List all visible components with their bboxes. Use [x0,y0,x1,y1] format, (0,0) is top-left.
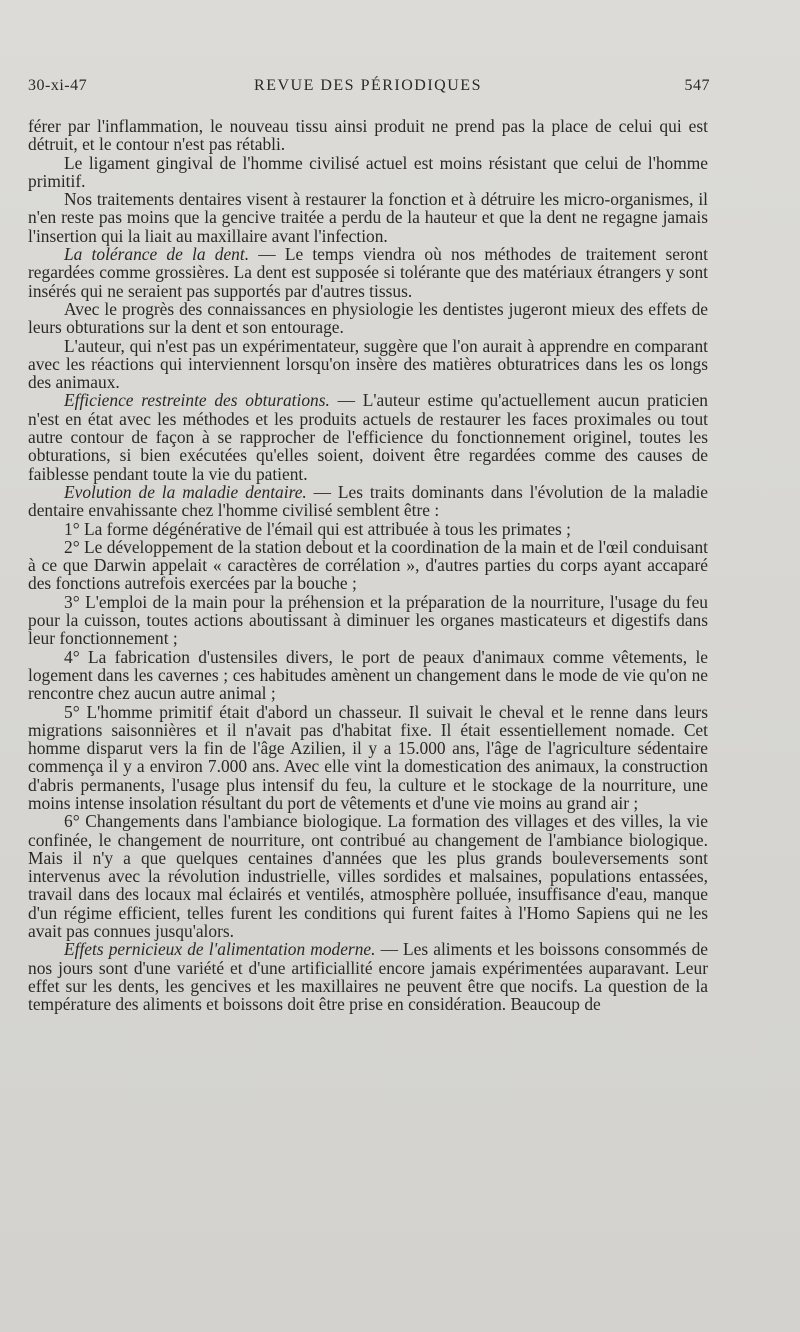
numbered-paragraph: 5° L'homme primitif était d'abord un chasseur. Il suivait le cheval et le renne dans leurs migrations saisonnières et il n'avait pas d'habitat fixe. Il était essentiellement nomade. Cet homme disparut vers la fin de l'âge Azilien, il y a 15.000 ans, l'âge de l'agriculture sédentaire commença il y a environ 7.000 ans. Avec elle vint la domestication des animaux, la construction d'abris permanents, l'usage plus intensif du feu, la culture et le stockage de la nourriture, une moins intense insolation résultant du port de vêtements et d'une vie moins au grand air ; [28,701,708,813]
header-date: 30-xi-47 [28,77,88,94]
section-heading: Efficience restreinte des obturations. [64,390,330,411]
header-journal-title: REVUE DES PÉRIODIQUES [254,77,482,94]
section-paragraph: Efficience restreinte des obturations. — L'auteur estime qu'actuellement aucun praticien n'est en état avec les méthodes et les produits actuels de restaurer les faces proximales ou tout autre contour de façon à se rapprocher de l'efficience du fonctionnement originel, toutes les obturations, si bien exécutées qu'elles soient, doivent être regardées comme des causes de faiblesse pendant toute la vie du patient. [28,390,708,484]
numbered-paragraph: 1° La forme dégénérative de l'émail qui est attribuée à tous les primates ; [64,518,571,539]
section-paragraph: La tolérance de la dent. — Le temps viendra où nos méthodes de traitement seront regardées comme grossières. La dent est supposée si tolérante que des matériaux étrangers y sont insérés qui ne seraient pas supportés par d'autres tissus. [28,244,708,301]
numbered-paragraph: 6° Changements dans l'ambiance biologique. La formation des villages et des villes, la vie confinée, le changement de nourriture, ont contribué au changement de l'ambiance biologique. Mais il n'y a que quelques centaines d'années que les plus grands bouleversements sont intervenus avec la révolution industrielle, villes sordides et malsaines, populations entassées, travail dans des locaux mal éclairés et ventilés, atmosphère polluée, insuffisance d'eau, manque d'un régime efficient, telles furent les conditions qui furent faites à l'Homo Sapiens qui ne les avait pas connues jusqu'alors. [28,811,708,942]
page-number: 547 [684,77,710,94]
numbered-paragraph: 2° Le développement de la station debout et la coordination de la main et de l'œil conduisant à ce que Darwin appelait « caractères de corrélation », d'autres parties du corps ayant accaparé des fonctions autrefois exercées par la bouche ; [28,536,708,594]
numbered-paragraph: 3° L'emploi de la main pour la préhension et la préparation de la nourriture, l'usage du feu pour la cuisson, toutes actions aboutissant à diminuer les organes masticateurs et digestifs dans leur fonctionnement ; [28,591,708,649]
section-heading: Evolution de la maladie dentaire. [64,481,307,502]
paragraph: Nos traitements dentaires visent à restaurer la fonction et à détruire les micro-organismes, il n'en reste pas moins que la gencive traitée a perdu de la hauteur et que la dent ne regagne jamais l'insertion qui la liait au maxillaire avant l'infection. [28,189,708,246]
section-heading: La tolérance de la dent. [64,244,250,265]
numbered-paragraph: 4° La fabrication d'ustensiles divers, le port de peaux d'animaux comme vêtements, le logement dans les cavernes ; ces habitudes amènent un changement dans le mode de vie qu'on ne rencontre chez aucun autre animal ; [28,646,708,704]
article-body [28,117,708,1014]
running-header [28,77,708,97]
section-paragraph: Effets pernicieux de l'alimentation moderne. — Les aliments et les boissons consommés de nos jours sont d'une variété et d'une artificiallité encore jamais expérimentées auparavant. Leur effet sur les dents, les gencives et les maxillaires ne peuvent être que nocifs. La question de la température des aliments et boissons doit être prise en considération. Beaucoup de [28,939,708,1015]
paragraph: férer par l'inflammation, le nouveau tissu ainsi produit ne prend pas la place de celui qui est détruit, et le contour n'est pas rétabli. [28,116,708,155]
paragraph: Avec le progrès des connaissances en physiologie les dentistes jugeront mieux des effets de leurs obturations sur la dent et son entourage. [28,298,708,338]
paragraph: L'auteur, qui n'est pas un expérimentateur, suggère que l'on aurait à apprendre en comparant avec les réactions qui interviennent lorsqu'on insère des matières obturatrices dans les os longs des animaux. [28,335,708,393]
paragraph: Le ligament gingival de l'homme civilisé actuel est moins résistant que celui de l'homme primitif. [28,152,708,191]
section-heading: Effets pernicieux de l'alimentation moderne. [64,939,376,960]
section-paragraph: Evolution de la maladie dentaire. — Les traits dominants dans l'évolution de la maladie dentaire envahissante chez l'homme civilisé semblent être : [28,481,708,521]
